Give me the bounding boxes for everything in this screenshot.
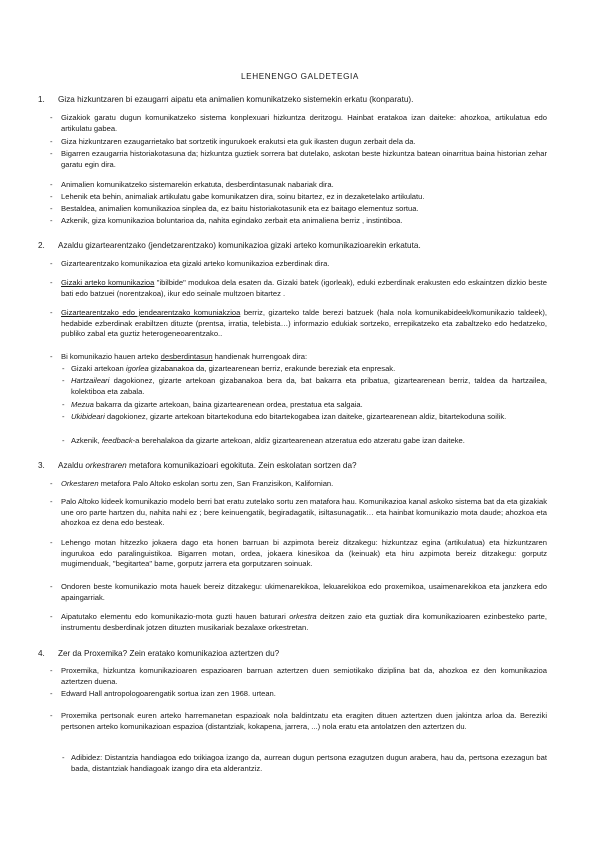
question-text: Zer da Proxemika? Zein eratako komunikazioa aztertzen du? (58, 649, 280, 658)
question-number: 1. (38, 95, 45, 104)
question-text: Giza hizkuntzaren bi ezaugarri aipatu eta animalien komunikatzeko sistemekin erkatu (konparatu). (58, 95, 414, 104)
question-text: Azaldu gizartearentzako (jendetzarentzako) komunikazioa gizaki arteko komunikazioarekin erkatuta. (58, 241, 421, 250)
question-text: Azaldu orkestraren metafora komunikazioari egokituta. Zein eskolatan sortzen da? (58, 461, 357, 470)
question-number: 2. (38, 241, 45, 250)
page-title: LEHENENGO GALDETEGIA (240, 72, 359, 81)
document-page: LEHENENGO GALDETEGIA 1. Giza hizkuntzaren bi ezaugarri aipatu eta animalien komunikatzeko sistemekin erkatu (konparatu). - Gizakiok garatu dugun komunikatzeko sistema konplexuari hizkuntza deritzogu. Hainbat eratakoa izan daiteke: ahozkoa, artikulatua edo artikulatu gabea. - Giza hizkuntzaren ezaugarrietako bat sortzetik ingurukoek erakutsi eta guk ikasten dugun zerbait dela da. - Bigarren ezaugarria historiakotasuna da; hizkuntza guztiek sorrera bat dutelako, askotan beste hizkuntza batean oinarritua baina historian zehar garatu egin dira. - Animalien komunikatzeko sistemarekin erkatuta, desberdintasunak nabariak dira. - Lehenik eta behin, animaliak artikulatu gabe komunikatzen dira, soinu bitartez, ez in dezaketelako artikulatu. - Bestaldea, animalien komunikazioa sinplea da, ez baitu historiakotasunik eta ez baitago elementuz sortua. - Azkenik, giza komunikazioa boluntarioa da, nahita egindako zerbait eta animaliena berriz , instintiboa. 2. Azaldu gizartearentzako (jendetzarentzako) komunikazioa gizaki arteko komunikazioarekin erkatuta. - Gizartearentzako komunikazioa eta gizaki arteko komunikazioa ezberdinak dira. - Gizaki arteko komunikazioa "ibilbide" modukoa dela esaten da. Gizaki batek (igorleak), eduki ezberdinak erakusten edo eskaintzen dizkio beste bati edo batzuei (norentzakoa), ikur edo seinale multzoen bitartez . - Gizartearentzako edo jendearentzako komuniakzioa berriz, gizarteko talde berezi batzuek (hala nola komunikabideek/komunikazio taldeek), hedabide ezberdinak erabiltzen dituzte (prentsa, irratia, telebista…) informazio edukiak sortzeko, errepikatzeko eta zabaltzeko edo hedatzeko, publiko zabal eta guztiz heterogeneoarentzako.. - Bi komunikazio hauen arteko desberdintasun handienak hurrengoak dira: - Gizaki artekoan igorlea gizabanakoa da, gizartearenean berriz, erakunde bereziak eta enpresak. - Hartzaileari dagokionez, gizarte artekoan gizabanakoa bera da, bat bakarra eta pribatua, gizartearenean berriz, taldea da hartzailea, kolektiboa eta zabala. - Mezua bakarra da gizarte artekoan, baina gizartearenean ordea, prestatua eta salgaia. - Ukibideari dagokionez, gizarte artekoan bitartekoduna edo bitartekogabea izan daiteke, gizartearenean aldiz, bitartekoduna soilik. - Azkenik, feedback-a berehalakoa da gizarte artekoan, aldiz gizartearenean atzeratua edo atzeratu gabe izan daiteke. 3. Azaldu orkestraren metafora komunikazioari egokituta. Zein eskolatan sortzen da? - Orkestaren metafora Palo Altoko eskolan sortu zen, San Franzisikon, Kalifornian. - Palo Altoko kideek komunikazio modelo berri bat eratu zutelako sortu zen matafora hau. Komunikazioa kanal askoko sistema bat da eta gizakiak une oro parte hartzen du, nahita nahi ez ; bere keinuengatik, begiradagatik, isiltasunagatik… eta hainbat komunikazio mota daude; ahozkoa eta ahozkoa ez dena edo besteak. - Lehengo motan hitzezko jokaera dago eta honen barruan bi azpimota bereiz ditzakegu: hizkuntzaz egina (artikulatua) eta hizkuntzaren ingurukoa edo paralinguistikoa. Bigarren motan, ordea, jokaera kinesikoa da (keinuak) eta hiru azpimota bereiz ditzakegu: gorputz mugimenduak, "begitartea" bame, gorputz jarrera eta gorputzaren soinuak. - Ondoren beste komunikazio mota hauek bereiz ditzakegu: ukimenarekikoa, lekuarekikoa edo proxemikoa, usaimenarekikoa eta janzkera edo apaingarriak. - Aipatutako elementu edo komunikazio-mota guzti hauen baturari orkestra deitzen zaio eta guztiak dira komunikazioaren ezinbesteko parte, instrumentu desberdinak jotzen dituzten musikariak bezalaxe orkestretan. 4. Zer da Proxemika? Zein eratako komunikazioa aztertzen du? - Proxemika, hizkuntza komunikazioaren espazioaren barruan aztertzen duen semiotikako diziplina bat da, ahozkoa ez den komunikazioa aztertzen duena. - Edward Hall antropologoarengatik sortua izan zen 1968. urtean. - Proxemika pertsonak euren arteko harremanetan espazioak nola baldintzatu eta eragiten dituen aztertzen duen jakintza arloa da. Bereziki pertsonen arteko komunikazioan espazioa (distantziak, kokapena, jarrera, ...) nola eratu eta antolatzen den aztertzen du. - Adibidez: Distantzia handiagoa edo txikiagoa izango da, aurrean dugun pertsona ezagutzen dugun arabera, hau da, pertsona ezezagun bat bada, distantziak handiagoak izango dira eta alderantziz. (0, 0, 600, 848)
question-number: 3. (38, 461, 45, 470)
question-number: 4. (38, 649, 45, 658)
